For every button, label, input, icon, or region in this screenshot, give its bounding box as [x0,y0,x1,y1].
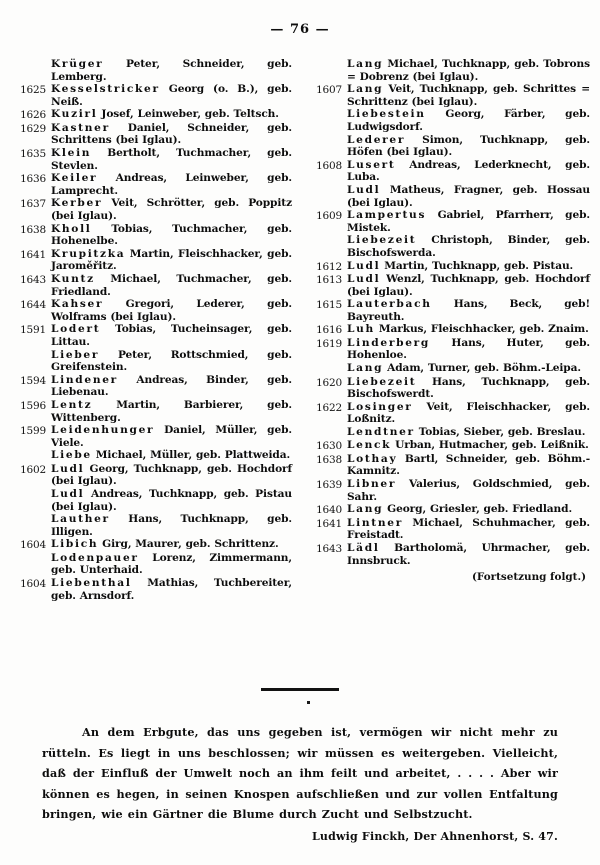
entry-text: Lindener Andreas, Binder, geb. Liebenau. [51,373,292,399]
register-entry [14,463,292,488]
entry-year [310,426,347,439]
register-entry [14,197,292,222]
register-entry [14,108,292,121]
entry-text: Lintner Michael, Schuhmacher, geb. Freistadt. [347,516,590,542]
entry-year: 1591 [20,324,46,337]
register-entry [310,234,590,259]
entry-year: 1613 [316,273,342,286]
entry-text: Krüger Peter, Schneider, geb. Lemberg. [51,58,292,83]
entry-text: Libner Valerius, Goldschmied, geb. Sahr. [347,478,590,503]
entry-text: Lodenpauer Lorenz, Zimmermann, geb. Unterhaid. [51,551,292,577]
divider-dot [307,701,310,704]
two-column-body [0,58,600,602]
entry-text: Kastner Daniel, Schneider, geb. Schrittens (bei Iglau). [51,121,292,147]
entry-text: Liebenthal Mathias, Tuchbereiter, geb. Arnsdorf. [51,577,292,602]
entry-text: Lieber Peter, Rottschmied, geb. Greifenstein. [51,348,292,374]
register-entry [310,426,590,439]
entry-text: Lang Michael, Tuchknapp, geb. Tobrons = Dobrenz (bei Iglau). [347,58,590,83]
register-entry [310,108,590,133]
register-entry [14,122,292,147]
entry-text: Luh Markus, Fleischhacker, geb. Znaim. [347,323,589,336]
register-entry [310,83,590,108]
register-entry [14,172,292,197]
entry-text: Lendtner Tobias, Sieber, geb. Breslau. [347,425,586,438]
entry-year [14,58,51,71]
entry-text: Lauterbach Hans, Beck, geb! Bayreuth. [347,298,590,323]
entry-year: 1612 [316,260,342,273]
entry-year: 1609 [316,210,342,223]
register-entry [14,552,292,577]
register-entry [310,209,590,234]
register-entry [14,449,292,462]
entry-text: Libich Girg, Maurer, geb. Schrittenz. [51,538,279,551]
register-entry [14,298,292,323]
entry-text: Ludl Wenzl, Tuchknapp, geb. Hochdorf (bei Iglau). [347,272,590,298]
entry-text: Lusert Andreas, Lederknecht, geb. Luba. [347,158,590,184]
entry-year: 1643 [316,542,342,555]
register-entry [310,337,590,362]
entry-year: 1641 [20,248,46,261]
entry-text: Kesselstricker Georg (o. B.), geb. Neiß. [51,83,292,108]
entry-text: Ludl Georg, Tuchknapp, geb. Hochdorf (bei Iglau). [51,462,292,488]
quotation-attribution: Ludwig Finckh, Der Ahnenhorst, S. 47. [311,829,558,843]
entry-text: Lang Georg, Griesler, geb. Friedland. [347,503,573,516]
register-entry [14,349,292,374]
entry-year: 1641 [316,517,342,530]
entry-year [310,362,347,375]
entry-text: Lodert Tobias, Tucheinsager, geb. Littau. [51,323,292,348]
entry-year: 1629 [20,122,46,135]
register-entry [310,401,590,426]
register-entry [310,453,590,478]
entry-text: Lederer Simon, Tuchknapp, geb. Höfen (bei Iglau). [347,133,590,159]
entry-year [310,234,347,247]
section-divider [0,676,600,704]
entry-year: 1608 [316,159,342,172]
entry-year: 1619 [316,337,342,350]
entry-year: 1644 [20,299,46,312]
entry-year [310,184,347,197]
register-entry [14,273,292,298]
entry-text: Linderberg Hans, Huter, geb. Hohenloe. [347,336,590,362]
register-entry [310,376,590,401]
entry-text: Krupitzka Martin, Fleischhacker, geb. Jaroměřitz. [51,247,292,273]
entry-year: 1620 [316,376,342,389]
entry-year [310,134,347,147]
register-entry [14,577,292,602]
register-entry [14,58,292,83]
entry-text: Lentz Martin, Barbierer, geb. Wittenberg. [51,398,292,424]
register-entry [14,323,292,348]
entry-text: Ludl Matheus, Fragner, geb. Hossau (bei Iglau). [347,183,590,209]
entry-text: Kerber Veit, Schrötter, geb. Poppitz (bei Iglau). [51,197,292,223]
register-entry [310,362,590,375]
entry-text: Lothay Bartl, Schneider, geb. Böhm.-Kamnitz. [347,452,590,478]
divider-rule [261,688,339,691]
register-entry [310,260,590,273]
entry-year: 1607 [316,84,342,97]
entry-text: Ludl Andreas, Tuchknapp, geb. Pistau (bei Iglau). [51,487,292,513]
register-entry [14,488,292,513]
entry-year [310,58,347,71]
register-entry [14,513,292,538]
entry-year: 1637 [20,198,46,211]
entry-text: Ludl Martin, Tuchknapp, geb. Pistau. [347,259,574,272]
register-entry [310,159,590,184]
entry-year: 1640 [316,504,342,517]
entry-year: 1635 [20,148,46,161]
entry-year [14,488,51,501]
entry-year: 1615 [316,299,342,312]
register-entry [310,503,590,516]
entry-year: 1638 [20,223,46,236]
entry-year [14,449,51,462]
entry-text: Kuntz Michael, Tuchmacher, geb. Friedland. [51,272,292,298]
entry-text: Lädl Bartholomä, Uhrmacher, geb. Innsbruck. [347,541,590,567]
entry-text: Leidenhunger Daniel, Müller, geb. Viele. [51,424,292,449]
register-entry [14,399,292,424]
entry-year: 1604 [20,578,46,591]
register-entry [310,323,590,336]
entry-year: 1625 [20,84,46,97]
register-entry [310,439,590,452]
register-entry [310,542,590,567]
entry-text: Liebe Michael, Müller, geb. Plattweida. [51,449,291,462]
entry-text: Lauther Hans, Tuchknapp, geb. Illigen. [51,513,292,538]
entry-year: 1638 [316,453,342,466]
register-entry [310,478,590,503]
register-entry [310,273,590,298]
register-entry [310,517,590,542]
register-entry [14,223,292,248]
register-entry [310,184,590,209]
register-entry [14,83,292,108]
quotation-block [42,722,558,843]
entry-text: Kholl Tobias, Tuchmacher, geb. Hohenelbe. [51,222,292,248]
register-entry [310,298,590,323]
entry-text: Losinger Veit, Fleischhacker, geb. Loßnitz. [347,400,590,426]
entry-text: Lampertus Gabriel, Pfarrherr, geb. Mistek. [347,209,590,234]
entry-text: Liebezeit Hans, Tuchknapp, geb. Bischofswerdt. [347,375,590,401]
register-entry [310,134,590,159]
register-entry [310,58,590,83]
entry-text: Liebezeit Christoph, Binder, geb. Bischofswerda. [347,234,590,259]
quotation-text: An dem Erbgute, das uns gegeben ist, vermögen wir nicht mehr zu rütteln. Es liegt in uns beschlossen; wir müssen es weitergeben. Vielleicht, daß der Einfluß der Umwelt noch an ihm feilt und arbeitet, . . . . Aber wir können es hegen, in seinen Knospen aufschließen und zur vollen Entfaltung bringen, wie ein Gärtner die Blume durch Zucht und Selbstzucht. [42,725,558,821]
entry-year: 1616 [316,324,342,337]
entry-year: 1630 [316,440,342,453]
continuation-note: (Fortsetzung folgt.) [471,571,586,584]
register-entry [14,538,292,551]
entry-year: 1599 [20,425,46,438]
entry-year [14,513,51,526]
entry-year: 1643 [20,273,46,286]
entry-year: 1639 [316,479,342,492]
right-column [300,58,600,602]
entry-text: Lang Adam, Turner, geb. Böhm.-Leipa. [347,362,581,375]
entry-year: 1622 [316,401,342,414]
entry-text: Keiler Andreas, Leinweber, geb. Lamprecht. [51,172,292,197]
register-entry [14,424,292,449]
entry-year: 1596 [20,399,46,412]
entry-year [14,552,51,565]
page-number-header: — 76 — [270,22,330,37]
entry-year: 1636 [20,173,46,186]
entry-text: Klein Bertholt, Tuchmacher, geb. Stevlen. [51,147,292,172]
entry-year [14,349,51,362]
entry-text: Lang Veit, Tuchknapp, geb. Schrittes = Schrittenz (bei Iglau). [347,83,590,108]
entry-text: Kahser Gregori, Lederer, geb. Wolframs (bei Iglau). [51,298,292,323]
entry-year: 1604 [20,539,46,552]
register-entry [14,147,292,172]
entry-text: Lenck Urban, Hutmacher, geb. Leißnik. [347,439,589,452]
register-entry [14,374,292,399]
register-entry [14,248,292,273]
entry-text: Kuzirl Josef, Leinweber, geb. Teltsch. [51,108,279,121]
entry-year: 1594 [20,374,46,387]
entry-year [310,108,347,121]
entry-year: 1602 [20,463,46,476]
left-column [0,58,300,602]
entry-year: 1626 [20,109,46,122]
entry-text: Liebestein Georg, Färber, geb. Ludwigsdorf. [347,108,590,133]
